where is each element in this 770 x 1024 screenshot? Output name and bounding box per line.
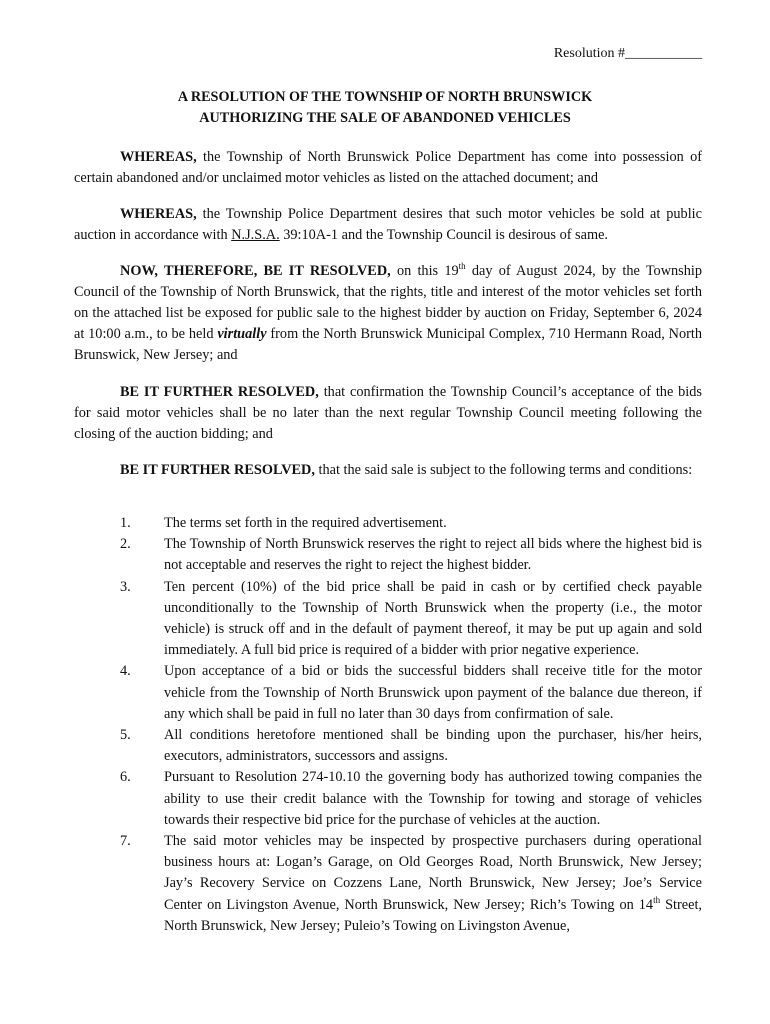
list-item-number: 1.: [120, 515, 131, 531]
paragraph-text: that the said sale is subject to the following terms and conditions:: [314, 462, 693, 478]
paragraph-text: 39:10A-1 and the Township Council is desirous of same.: [279, 227, 608, 243]
paragraph-further-resolved-2: [74, 460, 702, 481]
emphasis-virtually: virtually: [217, 326, 267, 342]
paragraph-whereas-2: [74, 204, 702, 246]
paragraph-text: day of August 2024, by the Township Council of the Township of North Brunswick, that the rights, title and interest of the motor vehicles set forth on the attached list be exposed for public sale to the highest bidder by auction on Friday, September 6, 2024 at 10:00 a.m., to be held: [74, 263, 703, 342]
paragraph-text: that confirmation the Township Council’s acceptance of the bids for said motor vehicles shall be no later than the next regular Township Council meeting following the closing of the auction bidding; and: [74, 384, 702, 442]
paragraph-text: the Township of North Brunswick Police Department has come into possession of certain abandoned and/or unclaimed motor vehicles as listed on the attached document; and: [74, 149, 702, 186]
paragraph-whereas-1: [74, 147, 702, 189]
paragraph-lead: BE IT FURTHER RESOLVED,: [120, 462, 315, 478]
list-item-number: 4.: [120, 663, 131, 680]
document-title: [0, 87, 770, 129]
list-item: [74, 725, 702, 767]
paragraph-lead: NOW, THEREFORE, BE IT RESOLVED,: [120, 263, 391, 279]
list-item-text: Pursuant to Resolution 274-10.10 the governing body has authorized towing companies the ability to use their credit balance with the Township for towing and storage of vehicles towards their respective bid price for the purchase of vehicles at the auction.: [164, 769, 702, 828]
list-item-text: Ten percent (10%) of the bid price shall be paid in cash or by certified check payable unconditionally to the Township of North Brunswick when the property (i.e., the motor vehicle) is struck off and in the default of payment thereof, it may be put up again and sold immediately. A full bid price is required of a bidder with prior negative experience.: [164, 578, 702, 659]
superscript: th: [653, 894, 661, 905]
paragraph-lead: WHEREAS,: [120, 149, 197, 165]
list-item-text: The Township of North Brunswick reserves the right to reject all bids where the highest bid is not acceptable and reserves the right to reject the highest bidder.: [164, 536, 702, 574]
list-item: [74, 513, 702, 534]
list-item-text-part: The said motor vehicles may be inspected by prospective purchasers during operational business hours at: Logan’s Garage, on Old Georges Road, North Brunswick, New Jersey; Jay’s Recovery Service on Cozzens Lane, North Brunswick, New Jersey; Joe’s Service Center on Livingston Avenue, North Brunswick, New Jersey; Rich’s Towing on 14: [164, 833, 702, 913]
resolution-number: Resolution #___________: [553, 46, 702, 61]
conditions-list: [74, 513, 702, 937]
paragraph-lead: WHEREAS,: [120, 206, 197, 222]
list-item-text: The terms set forth in the required advertisement.: [164, 515, 447, 531]
superscript: th: [458, 261, 466, 272]
list-item-number: 6.: [120, 769, 131, 786]
list-item-text: [164, 831, 702, 937]
list-item-text: Upon acceptance of a bid or bids the successful bidders shall receive title for the motor vehicle from the Township of North Brunswick upon payment of the balance due thereon, if any which shall be paid in full no later than 30 days from confirmation of sale.: [164, 663, 702, 722]
statute-reference: N.J.S.A.: [231, 227, 280, 243]
list-item-number: 7.: [120, 833, 131, 850]
title-line-2: AUTHORIZING THE SALE OF ABANDONED VEHICLES: [199, 110, 571, 126]
list-item-number: 5.: [120, 727, 131, 744]
paragraph-text: from the North Brunswick Municipal Complex, 710 Hermann Road, North Brunswick, New Jersey; and: [74, 326, 703, 363]
list-item-text: All conditions heretofore mentioned shall be binding upon the purchaser, his/her heirs, executors, administrators, successors and assigns.: [164, 727, 702, 765]
paragraph-further-resolved-1: [74, 382, 702, 445]
title-line-1: A RESOLUTION OF THE TOWNSHIP OF NORTH BRUNSWICK: [177, 89, 593, 105]
list-item: [74, 577, 702, 662]
paragraph-now-therefore: [74, 261, 702, 366]
list-item-number: 2.: [120, 536, 131, 553]
list-item-text-part: Street, North Brunswick, New Jersey; Puleio’s Towing on Livingston Avenue,: [164, 896, 702, 934]
list-item: [74, 767, 702, 831]
list-item: [74, 661, 702, 725]
paragraph-text: the Township Police Department desires that such motor vehicles be sold at public auction in accordance with: [74, 206, 702, 243]
list-item: [74, 831, 702, 937]
paragraph-text: on this 19: [390, 263, 459, 279]
paragraph-lead: BE IT FURTHER RESOLVED,: [120, 384, 319, 400]
list-item: [74, 534, 702, 576]
list-item-number: 3.: [120, 578, 131, 595]
